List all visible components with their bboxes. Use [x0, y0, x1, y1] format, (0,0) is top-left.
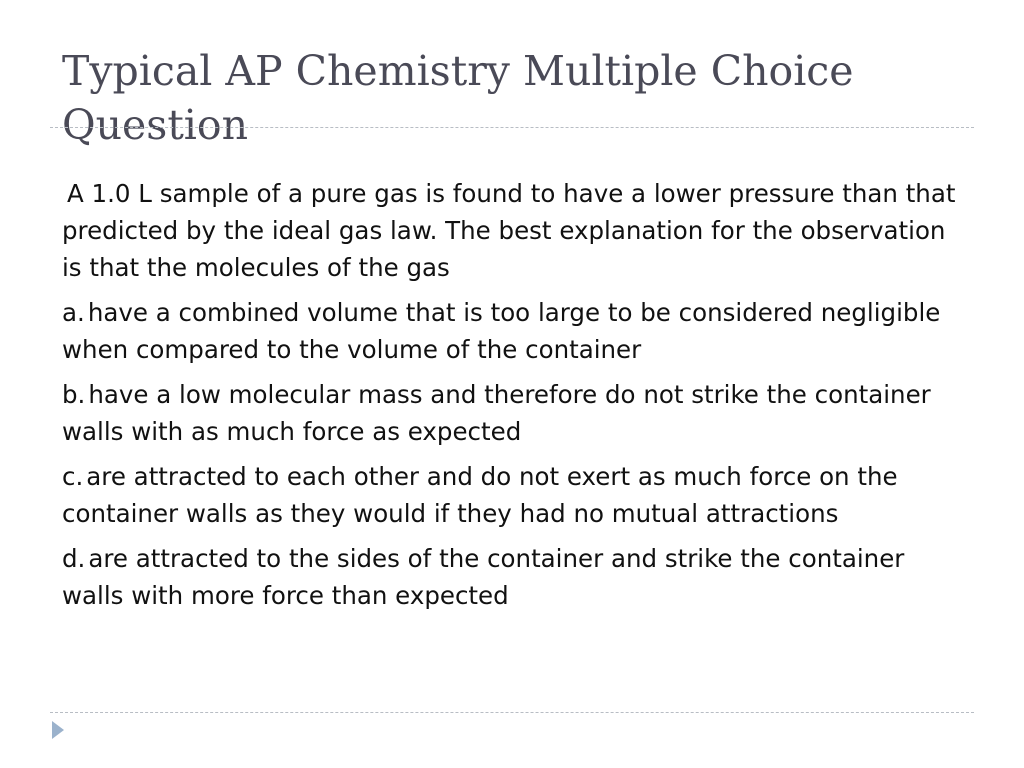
answer-option-c [62, 458, 967, 532]
title-divider [50, 127, 974, 128]
question-stem: A 1.0 L sample of a pure gas is found to have a lower pressure than that predicted by the ideal gas law. The best explanation for the observation is that the molecules of the gas [62, 179, 956, 282]
slide-title: Typical AP Chemistry Multiple Choice Question [62, 47, 854, 149]
option-letter: c. [62, 462, 84, 491]
option-letter: b. [62, 380, 86, 409]
answer-option-a [62, 294, 967, 368]
question-body [62, 175, 967, 622]
play-triangle-icon [52, 721, 64, 739]
option-letter: d. [62, 544, 86, 573]
answer-option-b [62, 376, 967, 450]
footer-divider [50, 712, 974, 713]
option-text: are attracted to the sides of the container and strike the container walls with more force than expected [62, 544, 905, 610]
option-text: have a combined volume that is too large to be considered negligible when compared to the volume of the container [62, 298, 941, 364]
option-text: have a low molecular mass and therefore do not strike the container walls with as much force as expected [62, 380, 931, 446]
answer-option-d [62, 540, 967, 614]
option-letter: a. [62, 298, 85, 327]
option-text: are attracted to each other and do not exert as much force on the container walls as they would if they had no mutual attractions [62, 462, 898, 528]
